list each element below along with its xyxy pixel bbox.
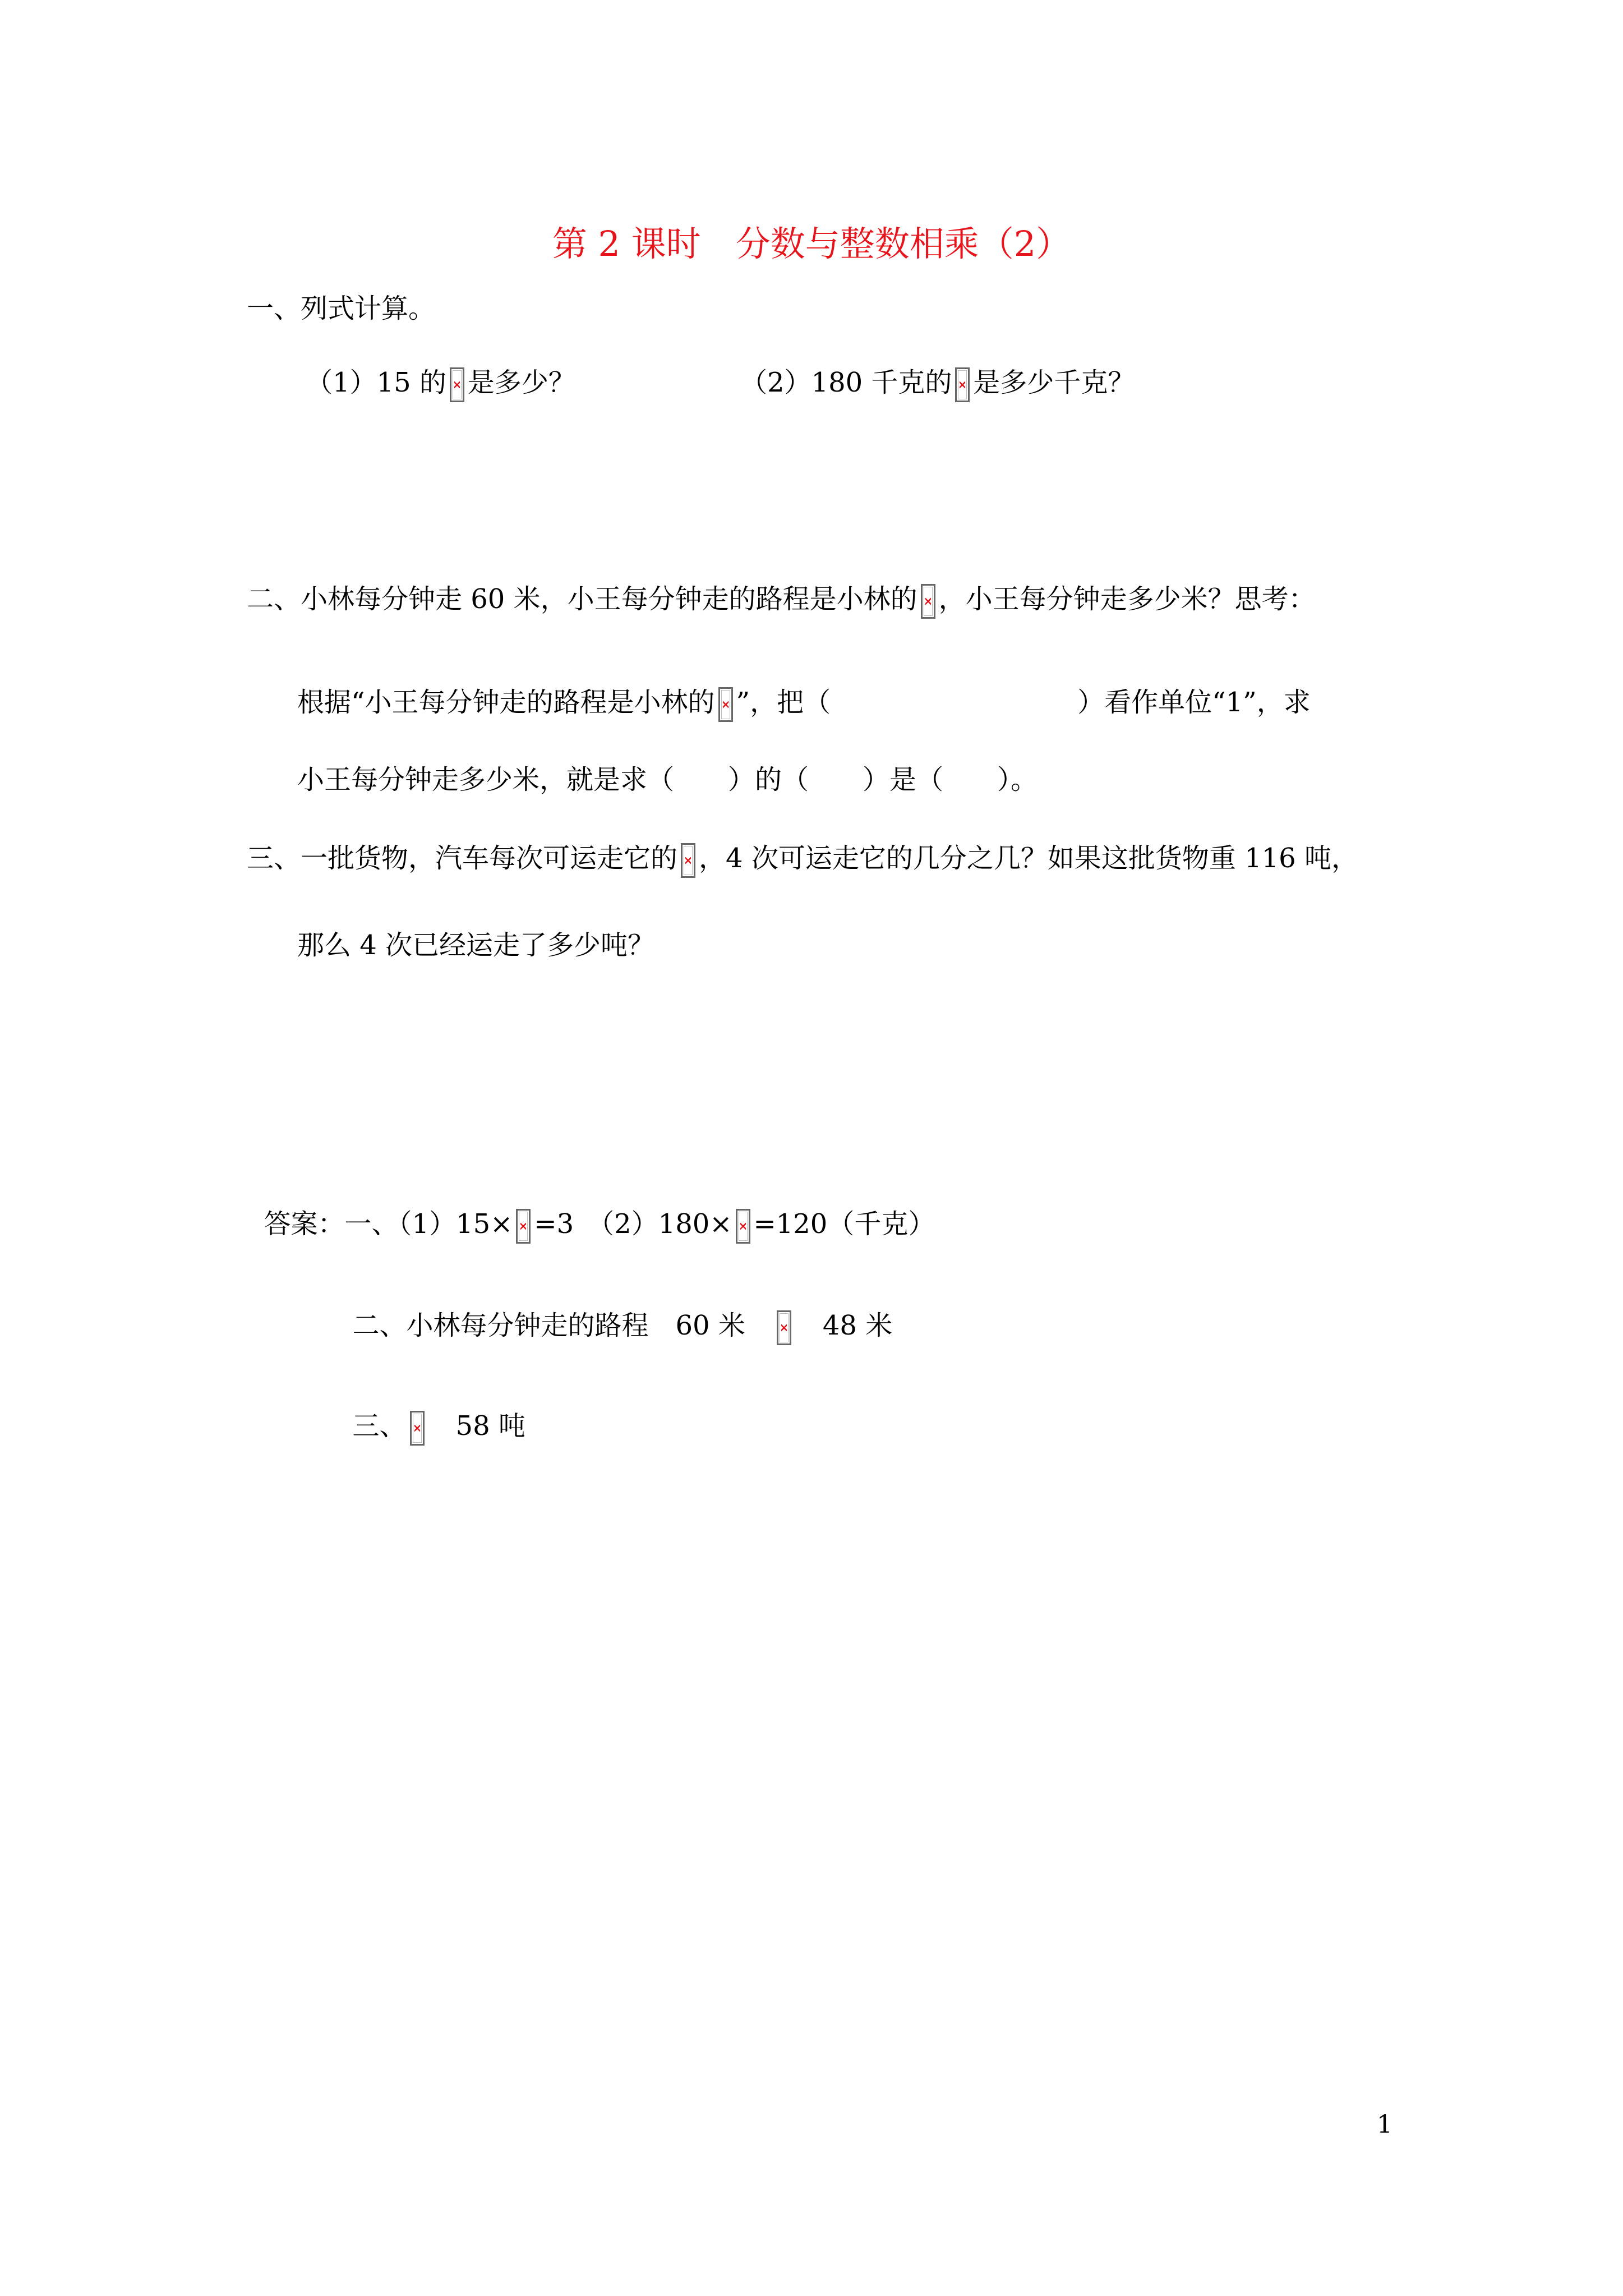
- section3-question-line1: [247, 841, 1358, 878]
- section2-hint-line2: 小王每分钟走多少米，就是求（ ）的（ ）是（ ）。: [297, 764, 1038, 795]
- s3-text-a: 三、一批货物，汽车每次可运走它的: [247, 843, 678, 874]
- ans2-b: 48 米: [822, 1310, 893, 1341]
- section1-heading: 一、列式计算。: [247, 293, 436, 324]
- s2-hint-b: ”，把（: [736, 687, 831, 718]
- question-1-2: [740, 366, 1135, 402]
- ans2-a: 二、小林每分钟走的路程 60 米: [352, 1310, 745, 1341]
- q2-suffix: 是多少千克？: [973, 367, 1135, 398]
- s2-text-a: 二、小林每分钟走 60 米，小王每分钟走的路程是小林的: [247, 583, 917, 615]
- broken-image-icon: [681, 843, 695, 878]
- ans3-a: 三、: [352, 1410, 407, 1442]
- broken-image-icon: [921, 584, 935, 619]
- answer-line1: [247, 1174, 935, 1244]
- broken-image-icon: [955, 367, 970, 402]
- page-title: 第 2 课时 分数与整数相乘（2）: [552, 223, 1071, 264]
- s2-hint-c: ）看作单位“1”，求: [1077, 687, 1311, 718]
- ans1-b: =3 （2）180×: [534, 1208, 732, 1240]
- ans1-c: =120（千克）: [753, 1208, 935, 1240]
- q1-suffix: 是多少？: [467, 367, 575, 398]
- answer-line3: [335, 1375, 525, 1446]
- answer-line2: [335, 1275, 892, 1345]
- broken-image-icon: [516, 1209, 531, 1244]
- q2-prefix: （2）180 千克的: [740, 367, 952, 398]
- broken-image-icon: [450, 367, 464, 402]
- broken-image-icon: [777, 1310, 791, 1345]
- question-1-1: [306, 366, 575, 402]
- s2-hint-a: 根据“小王每分钟走的路程是小林的: [297, 687, 715, 718]
- ans3-b: 58 吨: [455, 1410, 525, 1442]
- section3-question-line2: 那么 4 次已经运走了多少吨？: [297, 930, 655, 961]
- ans1-a: 答案：一、（1）15×: [264, 1208, 513, 1240]
- q1-prefix: （1）15 的: [306, 367, 446, 398]
- s2-text-b: ，小王每分钟走多少米？思考：: [938, 583, 1316, 615]
- page-number: 1: [1377, 2110, 1393, 2139]
- section2-question: [247, 582, 1316, 619]
- broken-image-icon: [410, 1411, 425, 1446]
- section2-hint-line1: [297, 685, 1311, 722]
- broken-image-icon: [736, 1209, 750, 1244]
- s3-text-b: ，4 次可运走它的几分之几？如果这批货物重 116 吨，: [699, 843, 1358, 874]
- broken-image-icon: [718, 687, 733, 722]
